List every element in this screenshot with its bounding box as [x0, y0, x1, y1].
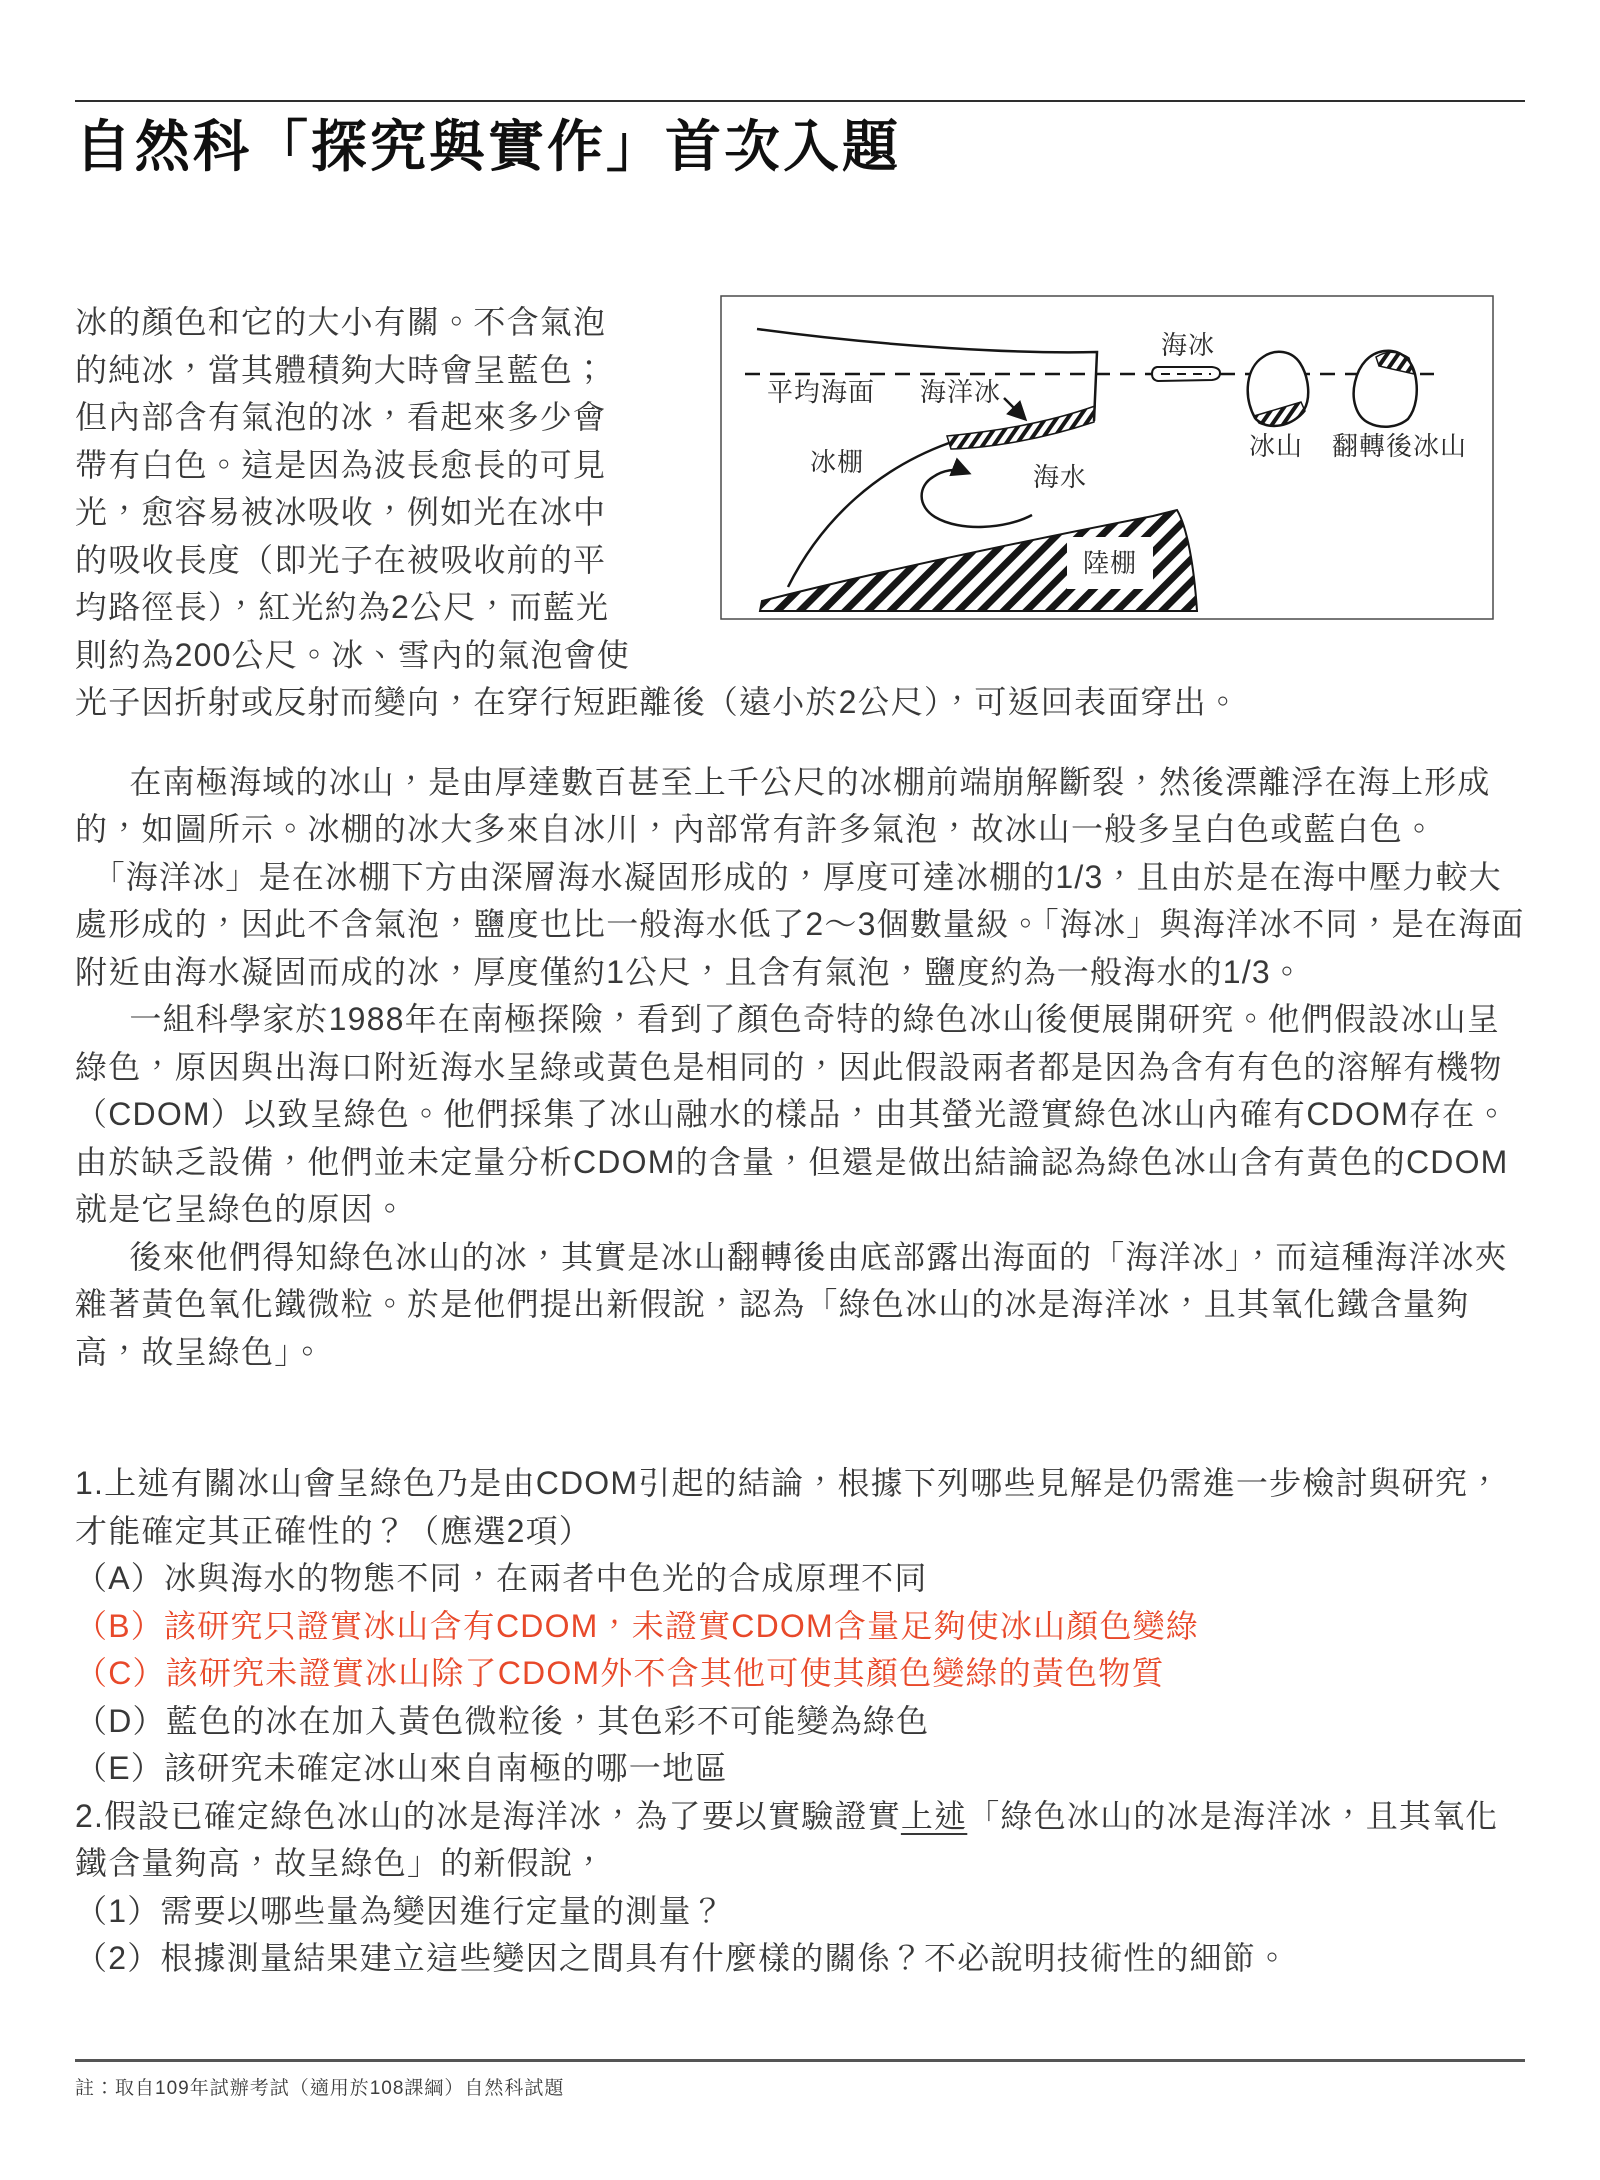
question-2-suffix: 「綠色冰山的冰是海洋冰，且其氧化鐵含量夠高，故呈綠色」的新假說， [75, 1797, 1499, 1881]
marine-ice-pointer-arrow [1004, 398, 1023, 417]
paragraph-new-hypothesis: 後來他們得知綠色冰山的冰，其實是冰山翻轉後由底部露出海面的「海洋冰」，而這種海洋冰夾雜著黃色氧化鐵微粒。於是他們提出新假說，認為「綠色冰山的冰是海洋冰，且其氧化鐵含量夠高，故呈綠色」。 [75, 1238, 1508, 1370]
footer [75, 2059, 1525, 2103]
question-1-option-a: （A）冰與海水的物態不同，在兩者中色光的合成原理不同 [75, 1560, 928, 1596]
paragraph-marine-ice: 「海洋冰」是在冰棚下方由深層海水凝固形成的，厚度可達冰棚的1/3，且由於是在海中壓力較大處形成的，因此不含氣泡，鹽度也比一般海水低了2～3個數量級。「海冰」與海洋冰不同，是在海面附近由海水凝固而成的冰，厚度僅約1公尺，且含有氣泡，鹽度約為一般海水的1/3。 [75, 858, 1525, 990]
question-2-sub-2: （2）根據測量結果建立這些變因之間具有什麼樣的關係？不必說明技術性的細節。 [75, 1940, 1290, 1976]
question-1: 1.上述有關冰山會呈綠色乃是由CDOM引起的結論，根據下列哪些見解是仍需進一步檢討與研究，才能確定其正確性的？（應選2項） [75, 1465, 1502, 1549]
question-1-option-c: （C）該研究未證實冰山除了CDOM外不含其他可使其顏色變綠的黃色物質 [75, 1655, 1165, 1691]
questions-section [75, 1460, 1525, 1983]
label-sea-ice: 海冰 [1161, 330, 1216, 360]
footer-note: 註：取自109年試辦考試（適用於108課綱）自然科試題 [75, 2077, 565, 2099]
label-land-shelf: 陸棚 [1082, 548, 1138, 578]
label-seawater: 海水 [1033, 462, 1088, 492]
page-title: 自然科「探究與實作」首次入題 [75, 115, 901, 178]
article-body [75, 299, 1525, 1376]
paragraph-antarctic-icebergs: 在南極海域的冰山，是由厚達數百甚至上千公尺的冰棚前端崩解斷裂，然後漂離浮在海上形成的，如圖所示。冰棚的冰大多來自冰川，內部常有許多氣泡，故冰山一般多呈白色或藍白色。 [75, 763, 1491, 847]
marine-ice-band [947, 406, 1095, 449]
question-1-option-b: （B）該研究只證實冰山含有CDOM，未證實CDOM含量足夠使冰山顏色變綠 [75, 1607, 1200, 1644]
question-2-prefix: 2.假設已確定綠色冰山的冰是海洋冰，為了要以實驗證實 [75, 1797, 901, 1834]
label-iceberg: 冰山 [1249, 431, 1304, 461]
paragraph-text: 冰的顏色和它的大小有關。不含氣泡的純冰，當其體積夠大時會呈藍色；但內部含有氣泡的冰，看起來多少會帶有白色。這是因為波長愈長的可見光，愈容易被冰吸收，例如光在冰中的吸收長度（即光子在被吸收前的平均路徑長），紅光約為2公尺，而藍光則約為200公尺。冰、雪內的氣泡會使光子因折射或反射而變向，在穿行短距離後（遠小於2公尺），可返回表面穿出。 [75, 304, 1240, 720]
question-2-underlined-term: 上述 [900, 1797, 968, 1834]
label-mean-sea-level: 平均海面 [767, 377, 876, 407]
paragraph-1988-expedition: 一組科學家於1988年在南極探險，看到了顏色奇特的綠色冰山後便展開研究。他們假設冰山呈綠色，原因與出海口附近海水呈綠或黃色是相同的，因此假設兩者都是因為含有有色的溶解有機物（CDOM）以致呈綠色。他們採集了冰山融水的樣品，由其螢光證實綠色冰山內確有CDOM存在。由於缺乏設備，他們並未定量分析CDOM的含量，但還是做出結論認為綠色冰山含有黃色的CDOM就是它呈綠色的原因。 [75, 1001, 1509, 1227]
label-flipped-iceberg: 翻轉後冰山 [1332, 431, 1468, 461]
question-1-option-d: （D）藍色的冰在加入黃色微粒後，其色彩不可能變為綠色 [75, 1702, 930, 1739]
question-2 [75, 1793, 1525, 1888]
label-ice-shelf: 冰棚 [810, 447, 865, 477]
label-marine-ice: 海洋冰 [920, 377, 1002, 407]
question-1-option-e: （E）該研究未確定冰山來自南極的哪一地區 [75, 1750, 729, 1786]
iceberg-formation-diagram [720, 295, 1494, 620]
question-2-sub-1: （1）需要以哪些量為變因進行定量的測量？ [75, 1892, 725, 1929]
header-rule [75, 100, 1525, 181]
seawater-circulation-arrow [922, 470, 1032, 527]
figure-container [635, 299, 1525, 670]
